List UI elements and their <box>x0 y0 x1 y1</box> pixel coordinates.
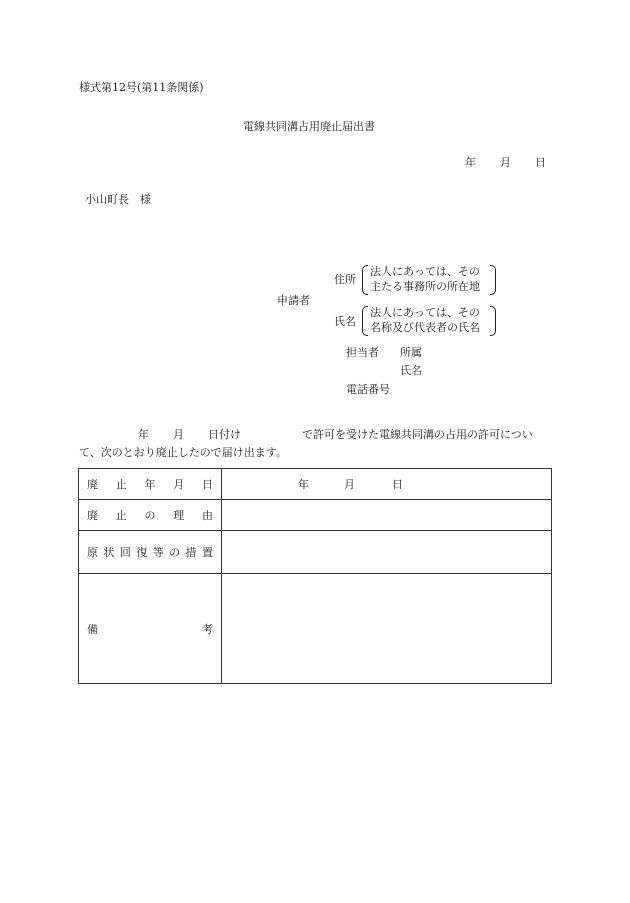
label-char: 原 <box>87 546 98 559</box>
addressee: 小山町長 様 <box>85 193 151 206</box>
body-day-dated: 日付け <box>208 428 241 441</box>
name-bracket-right <box>490 306 496 336</box>
phone-label: 電話番号 <box>346 383 390 396</box>
label-char: 止 <box>115 509 127 522</box>
value-restoration[interactable] <box>222 531 552 574</box>
label-char: 置 <box>201 546 213 559</box>
name-label: 氏名 <box>334 315 356 328</box>
name-bracket-left <box>362 306 368 336</box>
address-note-1: 法人にあっては、その <box>370 265 480 278</box>
body-text-line-1: で許可を受けた電線共同溝の占用の許可につい <box>302 428 533 441</box>
label-char: 等 <box>152 546 164 559</box>
body-year: 年 <box>138 428 149 441</box>
label-char: 由 <box>202 509 213 522</box>
label-char: 廃 <box>87 509 98 522</box>
address-bracket-right <box>490 265 496 295</box>
notification-table <box>78 468 552 684</box>
body-month: 月 <box>173 428 184 441</box>
value-month: 月 <box>344 478 355 491</box>
label-char: 廃 <box>87 478 98 491</box>
date-day: 日 <box>535 156 546 169</box>
label-char: の <box>169 546 181 559</box>
address-bracket-left <box>362 265 368 295</box>
applicant-label: 申請者 <box>277 294 310 307</box>
label-char: の <box>144 509 156 522</box>
contact-name-label: 氏名 <box>400 364 422 377</box>
value-abolition-reason[interactable] <box>222 500 552 531</box>
document-title: 電線共同溝占用廃止届出書 <box>243 120 375 133</box>
table-row-abolition-date <box>79 469 552 500</box>
form-id: 様式第12号(第11条関係) <box>79 81 204 94</box>
label-char: 年 <box>144 478 156 491</box>
label-remarks <box>79 574 222 684</box>
date-year: 年 <box>465 156 476 169</box>
label-abolition-reason <box>79 500 222 531</box>
name-note-2: 名称及び代表者の氏名 <box>370 321 480 334</box>
label-char: 回 <box>119 546 131 559</box>
label-char: 復 <box>136 546 148 559</box>
label-char: 止 <box>115 478 127 491</box>
label-char: 理 <box>173 509 185 522</box>
label-char: 措 <box>185 546 197 559</box>
label-restoration <box>79 531 222 574</box>
body-text-line-2: て、次のとおり廃止したので届け出ます。 <box>79 446 287 459</box>
dept-label: 所属 <box>400 346 422 359</box>
contact-label: 担当者 <box>346 346 379 359</box>
label-char: 状 <box>103 546 115 559</box>
value-remarks[interactable] <box>222 574 552 684</box>
name-note-1: 法人にあっては、その <box>370 306 480 319</box>
label-char: 日 <box>202 478 213 491</box>
value-year: 年 <box>298 478 309 491</box>
label-abolition-date <box>79 469 222 500</box>
address-note-2: 主たる事務所の所在地 <box>370 280 480 293</box>
value-abolition-date[interactable] <box>222 469 552 500</box>
address-label: 住所 <box>334 273 356 286</box>
label-char: 考 <box>202 622 213 636</box>
value-day: 日 <box>392 478 403 491</box>
table-row-remarks <box>79 574 552 684</box>
label-char: 備 <box>87 622 98 636</box>
date-month: 月 <box>500 156 511 169</box>
table-row-restoration <box>79 531 552 574</box>
table-row-abolition-reason <box>79 500 552 531</box>
label-char: 月 <box>173 478 185 491</box>
